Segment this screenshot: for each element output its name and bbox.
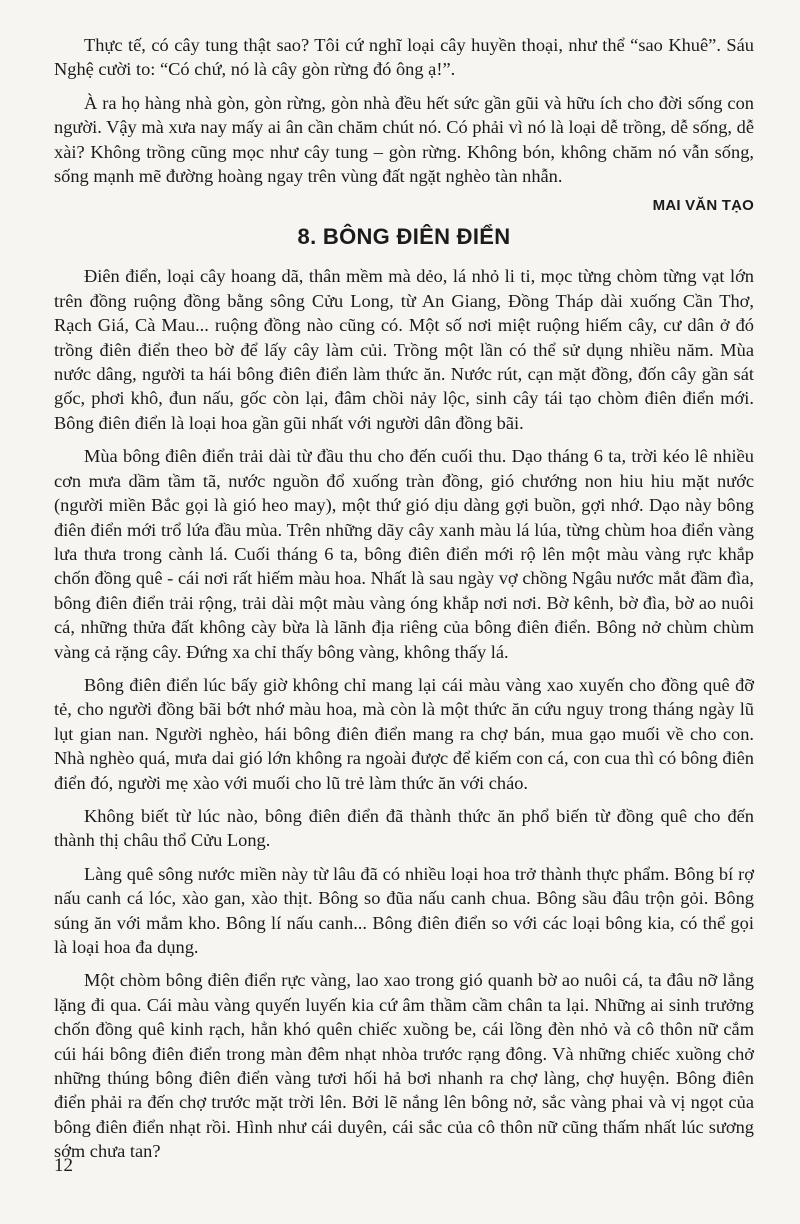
section-paragraph: Một chòm bông điên điển rực vàng, lao xao trong gió quanh bờ ao nuôi cá, ta đâu nỡ lẳng lặng đi qua. Cái màu vàng quyến luyến kia cứ âm thầm cầm chân ta lại. Những ai sinh trưởng chốn đồng quê kinh rạch, hẳn khó quên chiếc xuồng be, cái lồng đèn nhỏ và cô thôn nữ cắm cúi hái bông điên điển trong màn đêm nhạt nhòa trước rạng đông. Và những chiếc xuồng chở những thúng bông điên điển vàng tươi hối hả bơi nhanh ra chợ làng, chợ huyện. Bông điên điển phải ra đến chợ trước mặt trời lên. Bởi lẽ nắng lên bông nở, sắc vàng phai và vị ngọt của bông điên điển nhạt rồi. Hình như cái duyên, cái sắc của cô thôn nữ cũng thấm nhất lúc sương sớm chưa tan? <box>54 970 754 1162</box>
author-name: MAI VĂN TẠO <box>652 197 754 215</box>
section-paragraph: Mùa bông điên điển trải dài từ đầu thu cho đến cuối thu. Dạo tháng 6 ta, trời kéo lê nhiều cơn mưa dầm tầm tã, nước nguồn đổ xuống tràn đồng, gió chướng non hiu hiu mặt nước (người miền Bắc gọi là gió heo may), một thứ gió dịu dàng gợi buồn, gợi nhớ. Dạo này bông điên điển mới trổ lứa đầu mùa. Trên những dãy cây xanh màu lá lúa, từng chùm hoa điển vàng lưa thưa trong cành lá. Cuối tháng 6 ta, bông điên điển mới rộ lên một màu vàng rực khắp chốn đồng quê - cái nơi rất hiếm màu hoa. Nhất là sau ngày vợ chồng Ngâu nước mắt đầm đìa, bông điên điển trải rộng, trải dài một màu vàng óng khắp nơi nơi. Bờ kênh, bờ đìa, bờ ao nuôi cá, những thửa đất không cày bừa là lãnh địa riêng của bông điên điển. Bông nở chùm chùm vàng cả rặng cây. Đứng xa chỉ thấy bông vàng, không thấy lá. <box>54 446 754 662</box>
section-paragraph: Bông điên điển lúc bấy giờ không chỉ mang lại cái màu vàng xao xuyến cho đồng quê đỡ tẻ, cho người đồng bãi bớt nhớ màu hoa, mà còn là một thức ăn cứu nguy trong tháng ngày lũ lụt gian nan. Người nghèo, hái bông điên điển mang ra chợ bán, mua gạo muối về cho con. Nhà nghèo quá, mưa dai gió lớn không ra ngoài được để kiếm con cá, con cua thì có bông điên điển đó, người mẹ xào với muối cho lũ trẻ làm thức ăn với cháo. <box>54 674 754 793</box>
intro-section <box>54 33 754 214</box>
intro-paragraph: À ra họ hàng nhà gòn, gòn rừng, gòn nhà đều hết sức gần gũi và hữu ích cho đời sống con người. Vậy mà xưa nay mấy ai ân cần chăm chút nó. Có phải vì nó là loại dễ trồng, dễ sống, dễ xài? Không trồng cũng mọc như cây tung – gòn rừng. Không bón, không chăm nó vẫn sống, sống mạnh mẽ đường hoàng ngay trên vùng đất ngặt nghèo tàn nhẫn. <box>54 92 754 187</box>
section-body <box>54 264 754 1163</box>
section-title: 8. BÔNG ĐIÊN ĐIỂN <box>297 224 511 250</box>
intro-paragraph: Thực tế, có cây tung thật sao? Tôi cứ nghĩ loại cây huyền thoại, như thể “sao Khuê”. Sáu Nghệ cười to: “Có chứ, nó là cây gòn rừng đó ông ạ!”. <box>54 35 754 80</box>
section-paragraph: Làng quê sông nước miền này từ lâu đã có nhiều loại hoa trở thành thực phẩm. Bông bí rợ nấu canh cá lóc, xào gan, xào thịt. Bông so đũa nấu canh chua. Bông sầu đâu trộn gỏi. Bông súng ăn với mắm kho. Bông lí nấu canh... Bông điên điển so với các loại bông kia, có thể gọi là loại hoa đa dụng. <box>54 863 754 957</box>
page-number: 12 <box>54 1155 73 1176</box>
section-paragraph: Điên điển, loại cây hoang dã, thân mềm mà dẻo, lá nhỏ li ti, mọc từng chòm từng vạt lớn trên đồng ruộng đồng bằng sông Cửu Long, từ An Giang, Đồng Tháp dài xuống Cần Thơ, Rạch Giá, Cà Mau... ruộng đồng nào cũng có. Một số nơi miệt ruộng hiếm cây, cư dân ở đó trồng điên điển theo bờ để lấy cây làm củi. Trồng một lần có thể sử dụng nhiều năm. Mùa nước dâng, người ta hái bông điên điển làm thức ăn. Nước rút, cạn mặt đồng, đốn cây gần sát gốc, phơi khô, đun nấu, gốc còn lại, đâm chồi nảy lộc, sinh cây tái tạo chòm điên điển mới. Bông điên điển là loại hoa gần gũi nhất với người dân đồng bãi. <box>54 266 754 433</box>
section-paragraph: Không biết từ lúc nào, bông điên điển đã thành thức ăn phổ biến từ đồng quê cho đến thành thị châu thổ Cửu Long. <box>54 805 754 851</box>
